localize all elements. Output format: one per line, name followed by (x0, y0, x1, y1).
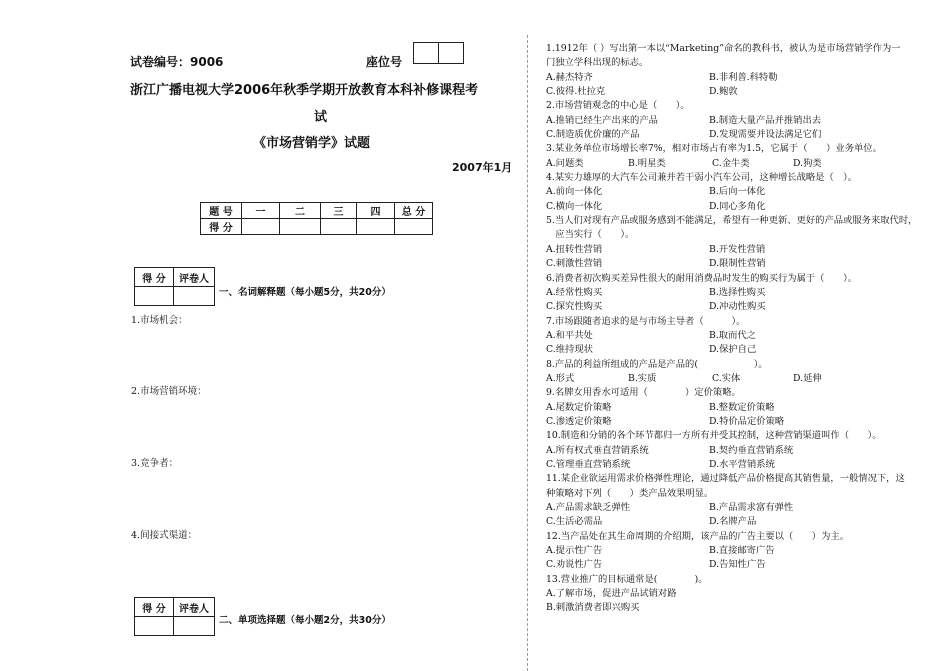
question-stem-continued-text: 种策略对下列（ ）类产品效果明显。 (546, 487, 714, 499)
answer-option: D.冲动性购买 (709, 301, 766, 313)
answer-option: C.劝说性广告 (546, 559, 603, 571)
exam-subtitle: 《市场营销学》试题 (253, 136, 371, 151)
score-header-cell: 总 分 (395, 203, 433, 219)
grader-label: 评卷人 (174, 598, 215, 617)
answer-option: D.特价品定价策略 (709, 415, 785, 427)
answer-option: C.渗透定价策略 (546, 415, 612, 427)
answer-option: A.问题类 (546, 157, 584, 169)
answer-option: D.同心多角化 (709, 200, 766, 212)
answer-option: B.选择性购买 (709, 286, 766, 298)
score-cell (321, 219, 357, 235)
answer-option: B.后向一体化 (709, 186, 766, 198)
term-item: 2.市场营销环境： (131, 386, 207, 397)
grader-box-section1 (134, 267, 215, 306)
question-stem-text: 8.产品的利益所组成的产品是产品的( ）。 (546, 358, 768, 370)
seat-number-box (413, 42, 464, 64)
seat-label: 座位号 (366, 55, 403, 69)
question-stem-text: 11.某企业欲运用需求价格弹性理论，通过降低产品价格提高其销售量，一般情况下，这 (546, 473, 905, 485)
answer-option: B.实质 (628, 372, 657, 384)
answer-option: B.刺激消费者即兴购买 (546, 602, 640, 614)
answer-option: A.尾数定价策略 (546, 401, 612, 413)
score-header-cell: 一 (242, 203, 280, 219)
question-stem-text: 1.1912年（ ）写出第一本以“Marketing”命名的教科书，被认为是市场营销学作为一 (546, 43, 901, 54)
score-cell (242, 219, 280, 235)
answer-option: A.了解市场，促进产品试销对路 (546, 588, 677, 600)
answer-option: B.取而代之 (709, 329, 756, 341)
answer-option: C.金牛类 (712, 157, 750, 169)
question-stem-text: 2.市场营销观念的中心是（ ）。 (546, 100, 690, 112)
question-stem-text: 12.当产品处在其生命周期的介绍期，该产品的广告主要以（ ）为主。 (546, 530, 849, 542)
grader-score-label: 得 分 (135, 598, 174, 617)
term-item: 4.间接式渠道： (131, 530, 198, 541)
question-stem-text: 5.当人们对现有产品或服务感到不能满足，希望有一种更新、更好的产品或服务来取代时， (546, 215, 918, 227)
answer-option: B.契约垂直营销系统 (709, 444, 794, 456)
question-stem-text: 9.名牌女用香水可适用（ ）定价策略。 (546, 387, 741, 399)
answer-option: C.实体 (712, 372, 741, 384)
score-table (200, 202, 433, 235)
score-row-label: 得 分 (201, 219, 242, 235)
grader-score-cell (135, 287, 174, 306)
question-stem-text: 3.某业务单位市场增长率7%，相对市场占有率为1.5，它属于（ ）业务单位。 (546, 143, 882, 155)
answer-option: C.维持现状 (546, 344, 593, 356)
grader-name-cell (174, 617, 215, 636)
grader-label: 评卷人 (174, 268, 215, 287)
score-header-cell: 三 (321, 203, 357, 219)
answer-option: A.赫杰特齐 (546, 71, 593, 83)
answer-option: B.明星类 (628, 157, 666, 169)
score-header-cell: 二 (280, 203, 321, 219)
answer-option: D.狗类 (793, 157, 822, 169)
score-cell (280, 219, 321, 235)
section2-title: 二、单项选择题（每小题2分，共30分） (219, 615, 391, 626)
term-item: 3.竞争者： (131, 458, 179, 469)
seat-cell (439, 43, 464, 64)
score-cell (395, 219, 433, 235)
score-table-row (201, 219, 433, 235)
score-header-cell: 题 号 (201, 203, 242, 219)
answer-option: B.非利普.科特勒 (709, 71, 778, 83)
answer-option: D.名牌产品 (709, 516, 757, 528)
answer-option: D.告知性广告 (709, 559, 766, 571)
score-table-header (201, 203, 433, 219)
question-stem-text: 10.制造和分销的各个环节都归一方所有并受其控制，这种营销渠道叫作（ ）。 (546, 430, 882, 442)
answer-option: A.经常性购买 (546, 286, 603, 298)
question-stem-text: 13.营业推广的目标通常是( )。 (546, 573, 708, 585)
score-header-cell: 四 (357, 203, 395, 219)
exam-title-line2: 试 (314, 110, 328, 125)
answer-option: D.延伸 (793, 372, 822, 384)
answer-option: A.所有权式垂直营销系统 (546, 444, 649, 456)
question-stem-text: 6.消费者初次购买差异性很大的耐用消费品时发生的购买行为属于（ ）。 (546, 272, 858, 284)
answer-option: C.制造质优价廉的产品 (546, 129, 640, 141)
answer-option: D.保护自己 (709, 344, 757, 356)
answer-option: A.提示性广告 (546, 545, 603, 557)
question-stem-continued-text: 应当实行（ ）。 (546, 229, 635, 241)
answer-option: C.管理垂直营销系统 (546, 458, 631, 470)
answer-option: B.直接邮寄广告 (709, 545, 775, 557)
grader-score-label: 得 分 (135, 268, 174, 287)
answer-option: C.彼得.杜拉克 (546, 86, 606, 98)
grader-box-section2 (134, 597, 215, 636)
answer-option: C.生活必需品 (546, 516, 603, 528)
exam-title-line1: 浙江广播电视大学2006年秋季学期开放教育本科补修课程考 (130, 83, 479, 98)
section1-title: 一、名词解释题（每小题5分，共20分） (219, 287, 391, 298)
answer-option: D.发现需要并设法满足它们 (709, 129, 822, 141)
answer-option: A.形式 (546, 372, 575, 384)
answer-option: C.横向一体化 (546, 200, 603, 212)
answer-option: B.制造大量产品并推销出去 (709, 114, 822, 126)
answer-option: C.刺激性营销 (546, 258, 603, 270)
answer-option: B.整数定价策略 (709, 401, 775, 413)
answer-option: D.水平营销系统 (709, 458, 775, 470)
exam-date: 2007年1月 (452, 161, 513, 174)
answer-option: B.产品需求富有弹性 (709, 502, 794, 513)
question-stem-continued-text: 门独立学科出现的标志。 (546, 57, 649, 69)
answer-option: A.产品需求缺乏弹性 (546, 502, 631, 513)
answer-option: A.前向一体化 (546, 186, 603, 198)
answer-option: A.扭转性营销 (546, 243, 603, 255)
seat-cell (414, 43, 439, 64)
answer-option: A.和平共处 (546, 329, 593, 341)
grader-score-cell (135, 617, 174, 636)
score-cell (357, 219, 395, 235)
answer-option: D.限制性营销 (709, 258, 766, 270)
answer-option: D.鲍敦 (709, 86, 738, 98)
answer-option: B.开发性营销 (709, 243, 766, 255)
exam-number: 试卷编号：9006 (130, 55, 224, 69)
page-divider (527, 35, 528, 671)
answer-option: C.探究性购买 (546, 301, 603, 313)
term-item: 1.市场机会： (131, 315, 188, 326)
question-stem-text: 7.市场跟随者追求的是与市场主导者（ ）。 (546, 315, 746, 327)
grader-name-cell (174, 287, 215, 306)
question-stem-text: 4.某实力雄厚的大汽车公司兼并若干弱小汽车公司，这种增长战略是（ ）。 (546, 172, 858, 184)
answer-option: A.推销已经生产出来的产品 (546, 114, 658, 126)
